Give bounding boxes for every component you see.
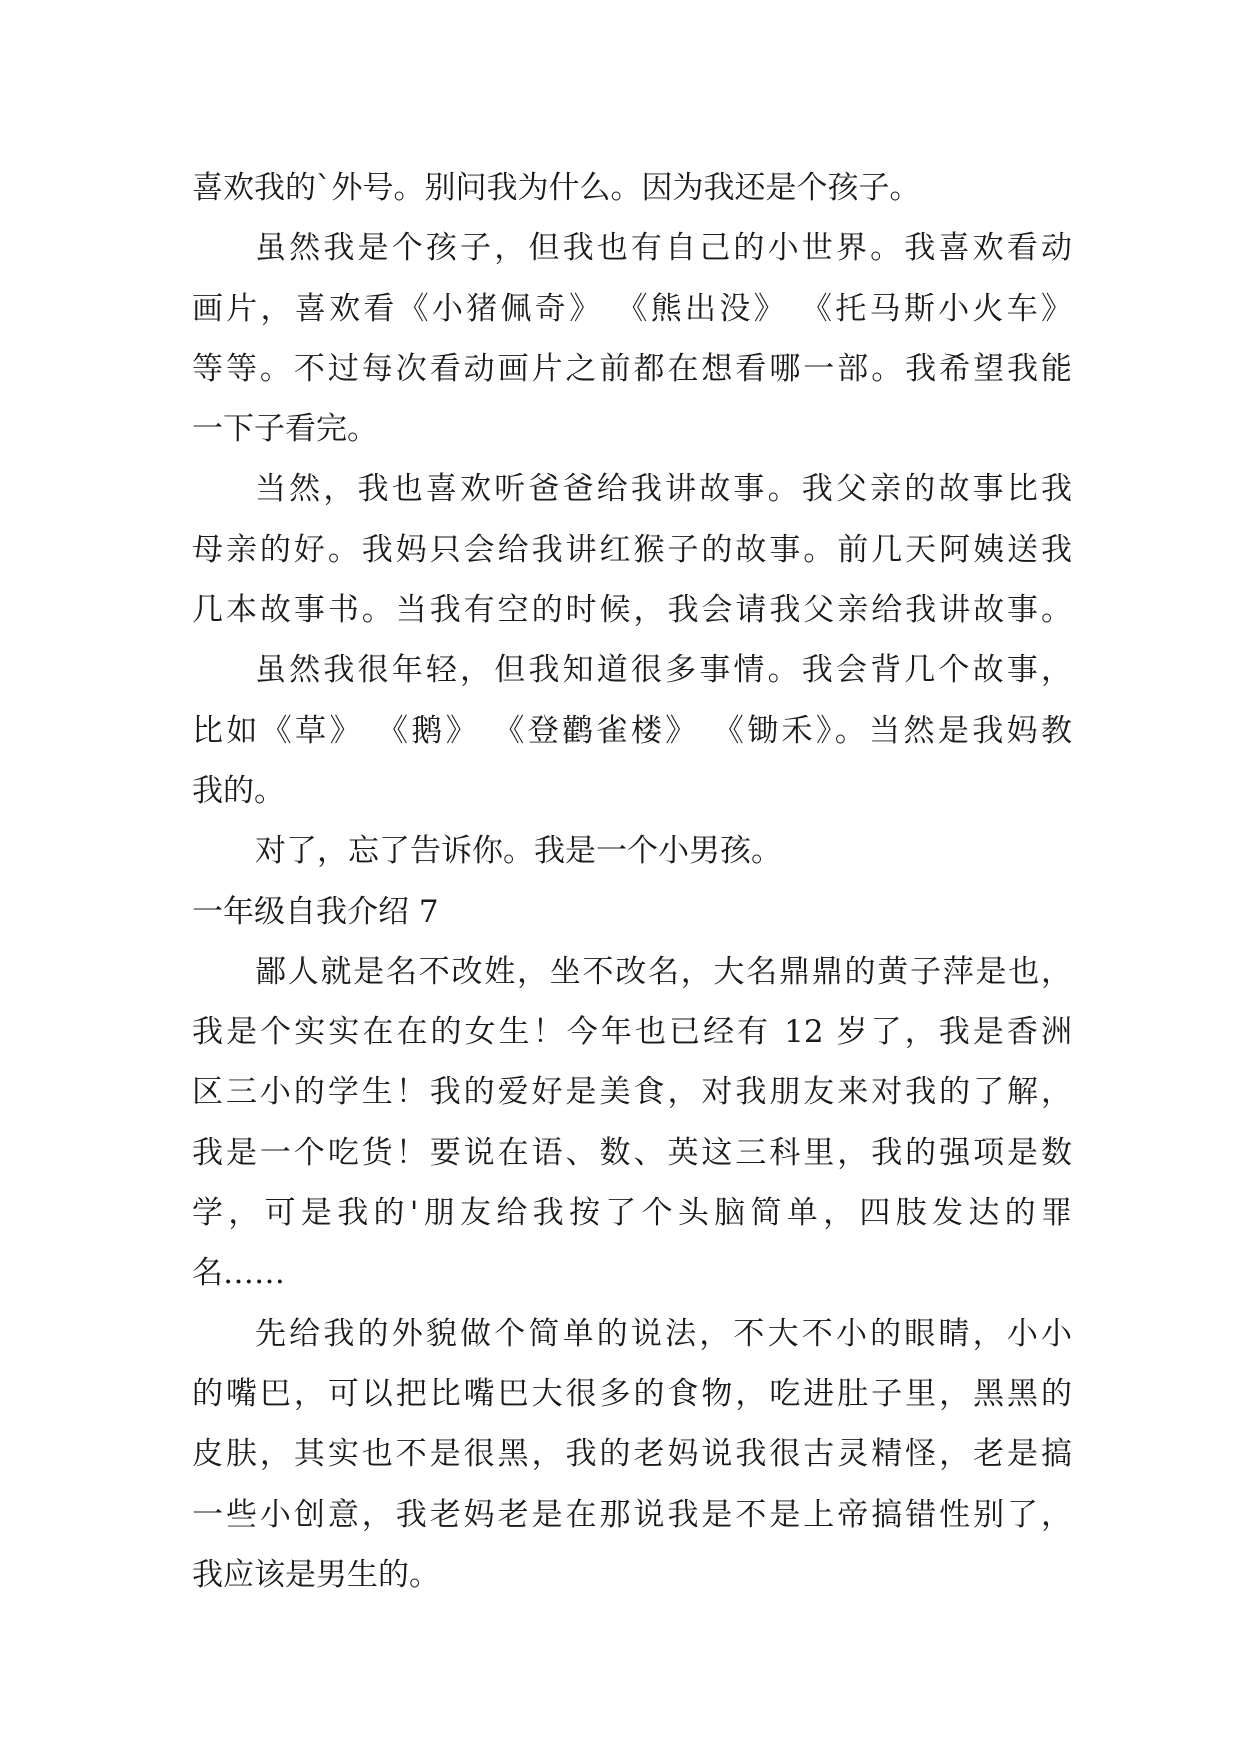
- text-line: 区三小的学生！我的爱好是美食，对我朋友来对我的了解，: [192, 1074, 1072, 1111]
- text-line: 虽然我很年轻，但我知道很多事情。我会背几个故事，: [255, 652, 1072, 689]
- text-line: 对了，忘了告诉你。我是一个小男孩。: [255, 833, 782, 870]
- text-line: 我应该是男生的。: [192, 1556, 440, 1593]
- text-line: 我的。: [192, 772, 285, 809]
- text-line: 几本故事书。当我有空的时候，我会请我父亲给我讲故事。: [192, 592, 1072, 629]
- text-line: 画片，喜欢看《小猪佩奇》 《熊出没》 《托马斯小火车》: [192, 290, 1072, 327]
- text-line: 喜欢我的`外号。别问我为什么。因为我还是个孩子。: [192, 170, 921, 206]
- text-line: 鄙人就是名不改姓，坐不改名，大名鼎鼎的黄子萍是也，: [255, 953, 1072, 990]
- document-body: [192, 158, 1072, 1605]
- text-line: 一些小创意，我老妈老是在那说我是不是上帝搞错性别了，: [192, 1496, 1072, 1533]
- text-line: 虽然我是个孩子，但我也有自己的小世界。我喜欢看动: [255, 230, 1072, 267]
- text-line: 的嘴巴，可以把比嘴巴大很多的食物，吃进肚子里，黑黑的: [192, 1375, 1072, 1412]
- text-line: 一下子看完。: [192, 411, 378, 448]
- section-heading: 一年级自我介绍 7: [192, 893, 439, 930]
- text-line: 皮肤，其实也不是很黑，我的老妈说我很古灵精怪，老是搞: [192, 1436, 1072, 1473]
- text-line: 当然，我也喜欢听爸爸给我讲故事。我父亲的故事比我: [255, 471, 1072, 508]
- text-line: 先给我的外貌做个简单的说法，不大不小的眼睛，小小: [255, 1315, 1072, 1352]
- text-line: 等等。不过每次看动画片之前都在想看哪一部。我希望我能: [192, 350, 1072, 387]
- text-line: 名……: [192, 1255, 285, 1292]
- text-line: 比如《草》 《鹅》 《登鹳雀楼》 《锄禾》。当然是我妈教: [192, 712, 1072, 749]
- text-line: 学，可是我的'朋友给我按了个头脑简单，四肢发达的罪: [192, 1195, 1072, 1232]
- text-line: 我是个实实在在的女生！今年也已经有 12 岁了，我是香洲: [192, 1014, 1072, 1051]
- text-line: 我是一个吃货！要说在语、数、英这三科里，我的强项是数: [192, 1134, 1072, 1171]
- text-line: 母亲的好。我妈只会给我讲红猴子的故事。前几天阿姨送我: [192, 531, 1072, 568]
